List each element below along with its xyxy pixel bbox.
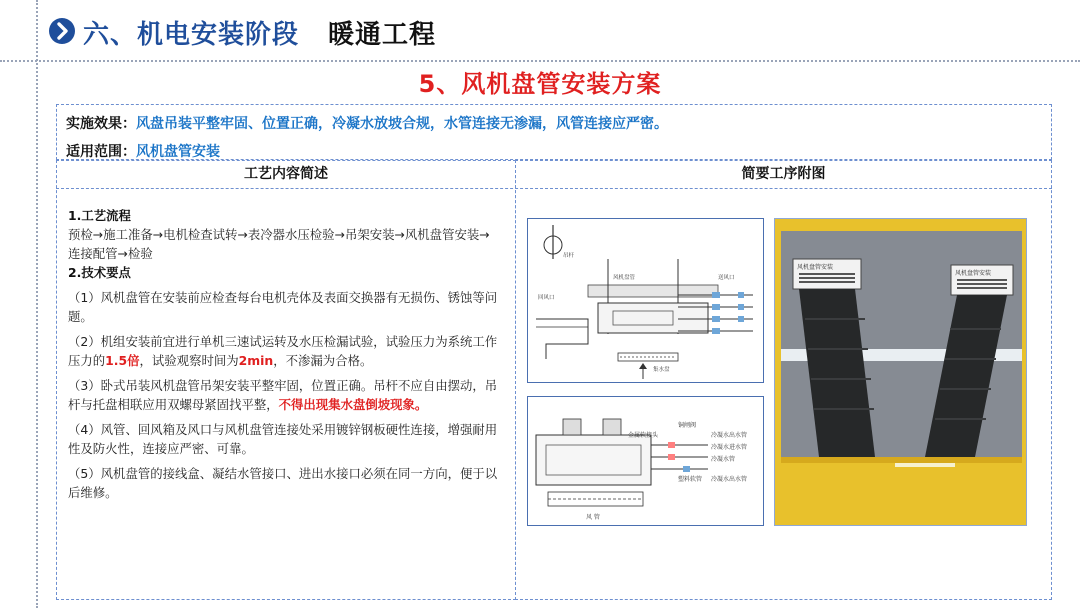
diagram2-label-7: 冷凝水出水管	[711, 476, 748, 483]
photo-label-left: 风机盘管安装	[797, 264, 834, 271]
point-2	[68, 332, 500, 370]
point-2-duration: 2min	[238, 353, 274, 368]
process-flow-heading: 1.工艺流程	[68, 208, 131, 223]
effect-line	[66, 113, 668, 133]
photo-label-right: 风机盘管安装	[955, 270, 992, 277]
chevron-right-icon	[49, 18, 75, 44]
scope-value: 风机盘管安装	[136, 144, 220, 160]
diagram1-label-4: 吊杆	[563, 253, 575, 259]
right-column-header: 简要工序附图	[741, 166, 826, 182]
process-description	[68, 206, 500, 502]
point-2-pressure-factor: 1.5倍	[105, 353, 140, 368]
section-title: 六、机电安装阶段	[83, 20, 300, 50]
point-2-text-a: （2）机组安装前宜进行单机三速试运转及水压检漏试验，试验压力为系统工作压力的	[68, 334, 498, 368]
diagram1-label-3: 送风口	[718, 275, 735, 281]
diagram1-label-1: 风机盘管	[613, 275, 636, 281]
point-2-text-c: ，试验观察时间为	[139, 353, 239, 368]
diagram2-label-1: 铜闸阀	[678, 422, 697, 429]
effect-label: 实施效果：	[66, 116, 136, 132]
header-divider	[0, 60, 1080, 62]
point-2-text-e: ，不渗漏为合格。	[273, 353, 373, 368]
diagram2-label-2: 金属软接头	[628, 432, 659, 439]
point-3	[68, 376, 500, 414]
diagram1-label-2: 回风口	[538, 295, 555, 301]
diagram2-label-6: 塑料软管	[678, 476, 703, 483]
point-1: （1）风机盘管在安装前应检查每台电机壳体及表面交换器有无损伤、锈蚀等问题。	[68, 290, 498, 324]
point-5: （5）风机盘管的接线盒、凝结水管接口、进出水接口必须在同一方向，便于以后维修。	[68, 466, 498, 500]
installation-diagram	[527, 218, 764, 383]
effect-value: 风盘吊装平整牢固、位置正确，冷凝水放坡合规，水管连接无渗漏，风管连接应严密。	[136, 116, 668, 132]
point-4: （4）风管、回风箱及风口与风机盘管连接处采用镀锌钢板硬性连接，增强耐用性及防火性，连接应严密、可靠。	[68, 422, 498, 456]
scope-label: 适用范围：	[66, 144, 136, 160]
point-3-warning: 不得出现集水盘倒坡现象。	[278, 397, 428, 412]
scope-line	[66, 141, 220, 161]
piping-diagram	[527, 396, 764, 526]
left-column-header: 工艺内容简述	[244, 166, 328, 182]
page-title: 5、风机盘管安装方案	[418, 70, 662, 98]
installation-photo	[774, 218, 1027, 526]
diagram2-label-4: 冷凝水进水管	[711, 444, 748, 451]
subsection-title: 暖通工程	[328, 20, 437, 50]
diagram2-label-3: 冷凝水出水管	[711, 432, 748, 439]
diagram2-label-8: 风 管	[586, 514, 600, 521]
process-flow-text: 预检→施工准备→电机检查试转→表冷器水压检验→吊架安装→风机盘管安装→连接配管→检验	[68, 227, 490, 261]
point-3-text: （3）卧式吊装风机盘管吊架安装平整牢固，位置正确。吊杆不应自由摆动，吊杆与托盘相联应用双螺母紧固找平整，	[68, 378, 498, 412]
technical-points-heading: 2.技术要点	[68, 265, 131, 280]
diagram1-label-5: 集水盘	[653, 367, 670, 373]
diagram2-label-5: 冷凝水管	[711, 456, 736, 463]
